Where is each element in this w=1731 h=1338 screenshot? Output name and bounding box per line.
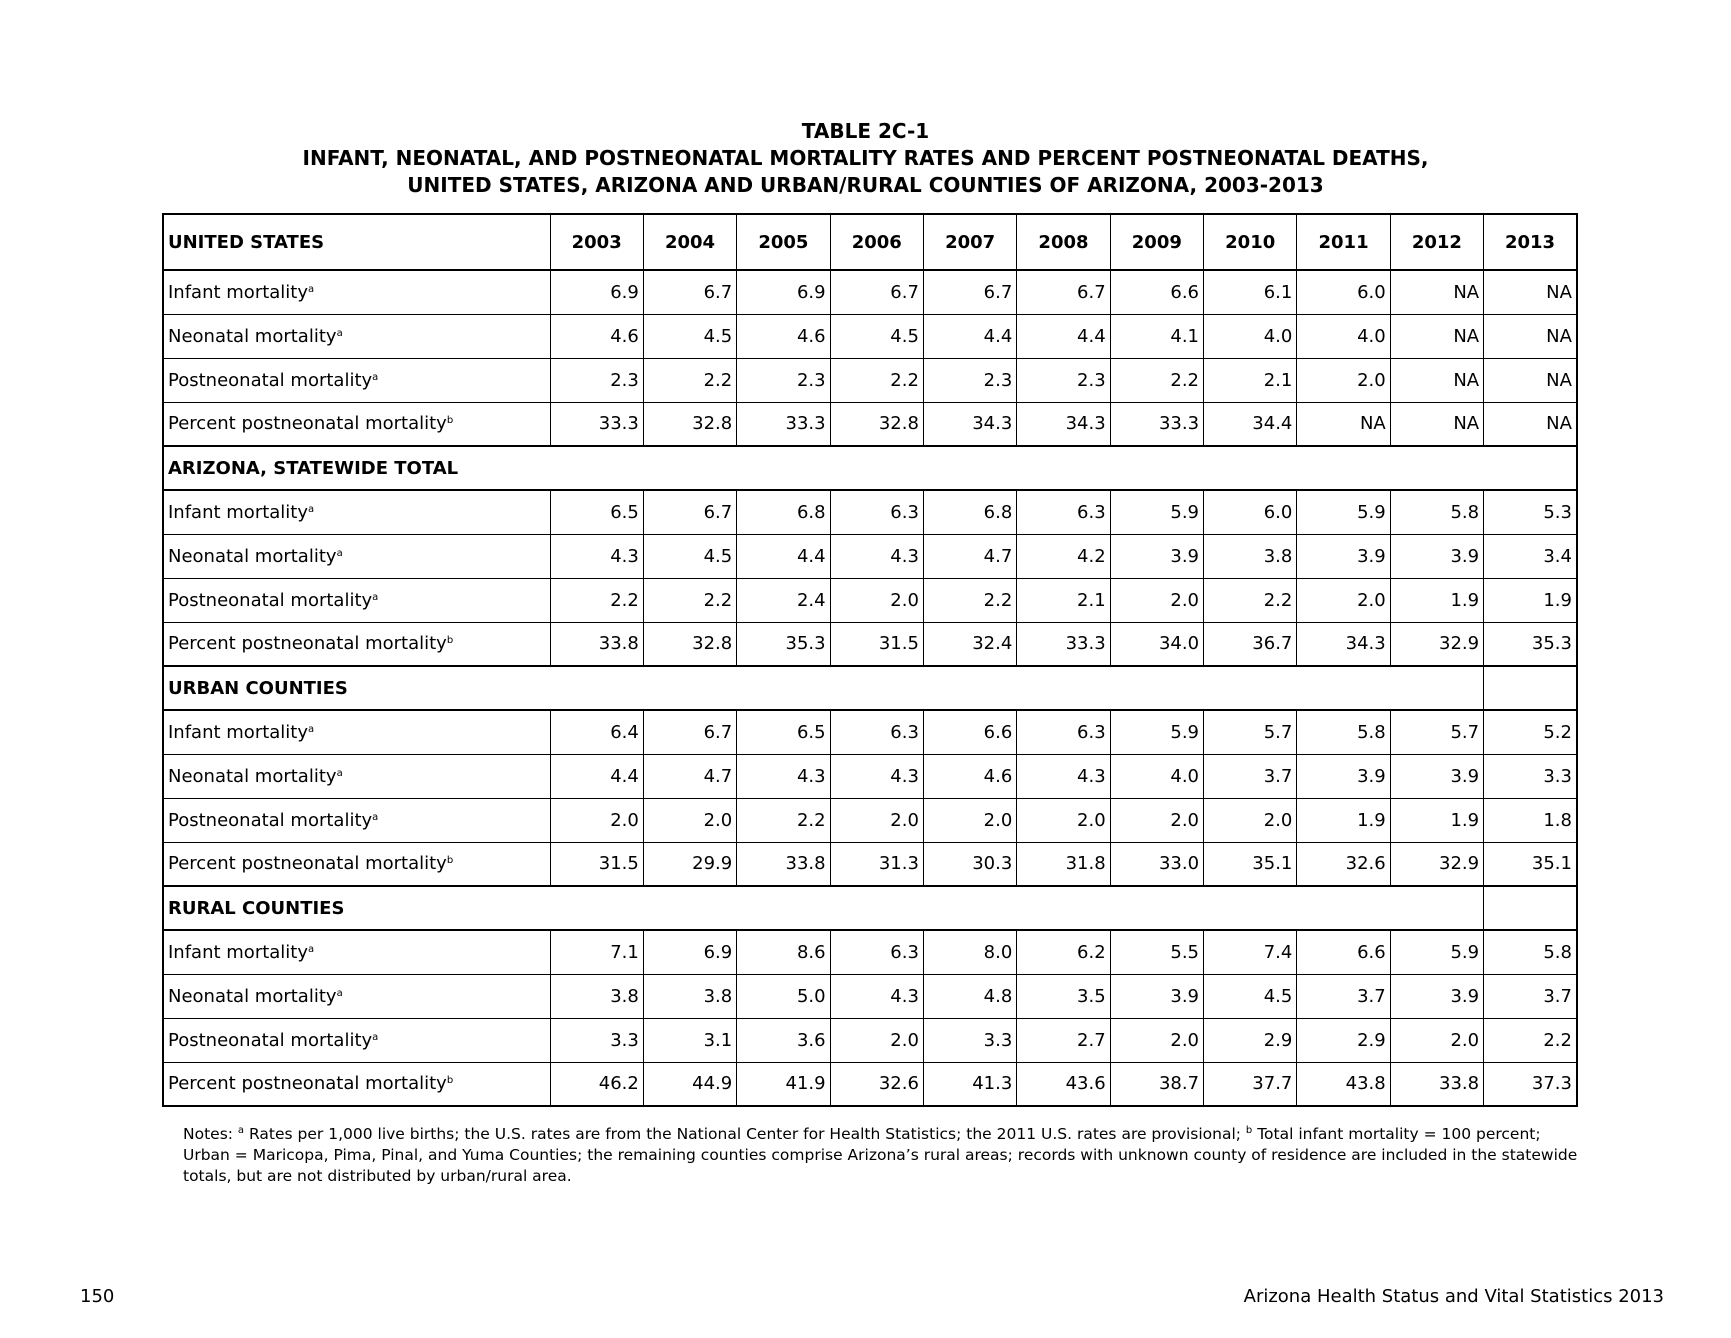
data-cell: 3.7 bbox=[1297, 974, 1390, 1018]
data-cell: 1.8 bbox=[1484, 798, 1577, 842]
table-title bbox=[0, 118, 1731, 199]
data-cell: 5.7 bbox=[1204, 710, 1297, 754]
data-cell: 8.6 bbox=[737, 930, 830, 974]
data-cell: 3.8 bbox=[550, 974, 643, 1018]
year-header: 2008 bbox=[1017, 214, 1110, 270]
row-label-text: Infant mortality bbox=[168, 721, 309, 743]
row-label bbox=[163, 842, 550, 886]
empty-cell bbox=[1484, 886, 1577, 930]
data-cell: 6.4 bbox=[550, 710, 643, 754]
data-cell: 3.1 bbox=[643, 1018, 736, 1062]
data-cell: 2.4 bbox=[737, 578, 830, 622]
row-label-text: Percent postneonatal mortality bbox=[168, 413, 447, 435]
data-cell: 31.5 bbox=[830, 622, 923, 666]
data-cell: 32.9 bbox=[1390, 622, 1483, 666]
row-label bbox=[163, 798, 550, 842]
data-cell: 33.3 bbox=[1017, 622, 1110, 666]
data-cell: 33.8 bbox=[737, 842, 830, 886]
data-cell: 5.8 bbox=[1484, 930, 1577, 974]
data-cell: 3.9 bbox=[1297, 534, 1390, 578]
data-cell: NA bbox=[1390, 314, 1483, 358]
data-cell: 2.2 bbox=[643, 578, 736, 622]
data-cell: 3.3 bbox=[1484, 754, 1577, 798]
data-cell: NA bbox=[1390, 270, 1483, 314]
data-cell: 6.9 bbox=[643, 930, 736, 974]
data-cell: 34.4 bbox=[1204, 402, 1297, 446]
data-cell: 6.8 bbox=[737, 490, 830, 534]
data-cell: 2.2 bbox=[1484, 1018, 1577, 1062]
table-row bbox=[163, 1062, 1577, 1106]
section-heading: URBAN COUNTIES bbox=[163, 666, 1484, 710]
data-cell: 3.7 bbox=[1484, 974, 1577, 1018]
table-row bbox=[163, 974, 1577, 1018]
data-cell: 35.1 bbox=[1204, 842, 1297, 886]
data-cell: 1.9 bbox=[1390, 578, 1483, 622]
data-cell: 6.5 bbox=[550, 490, 643, 534]
data-cell: 4.6 bbox=[923, 754, 1016, 798]
data-cell: 33.3 bbox=[737, 402, 830, 446]
data-cell: 5.0 bbox=[737, 974, 830, 1018]
table-number: TABLE 2C-1 bbox=[801, 119, 930, 143]
data-cell: 4.2 bbox=[1017, 534, 1110, 578]
data-cell: 3.9 bbox=[1110, 974, 1203, 1018]
data-cell: 4.3 bbox=[550, 534, 643, 578]
data-cell: 4.3 bbox=[830, 974, 923, 1018]
row-label bbox=[163, 490, 550, 534]
data-cell: NA bbox=[1390, 358, 1483, 402]
row-label-text: Postneonatal mortality bbox=[168, 589, 373, 611]
data-cell: 43.6 bbox=[1017, 1062, 1110, 1106]
data-cell: 4.0 bbox=[1110, 754, 1203, 798]
table-row bbox=[163, 270, 1577, 314]
data-cell: 1.9 bbox=[1390, 798, 1483, 842]
data-cell: 2.3 bbox=[550, 358, 643, 402]
data-cell: 4.4 bbox=[923, 314, 1016, 358]
data-cell: 33.0 bbox=[1110, 842, 1203, 886]
data-cell: 35.1 bbox=[1484, 842, 1577, 886]
data-cell: 6.3 bbox=[830, 490, 923, 534]
data-cell: 2.1 bbox=[1017, 578, 1110, 622]
data-cell: 6.3 bbox=[830, 930, 923, 974]
data-cell: 3.4 bbox=[1484, 534, 1577, 578]
data-cell: 4.3 bbox=[830, 754, 923, 798]
data-cell: 32.9 bbox=[1390, 842, 1483, 886]
data-cell: 6.7 bbox=[643, 490, 736, 534]
data-cell: 32.4 bbox=[923, 622, 1016, 666]
data-cell: 6.7 bbox=[643, 270, 736, 314]
data-cell: 4.8 bbox=[923, 974, 1016, 1018]
data-cell: 6.3 bbox=[1017, 490, 1110, 534]
row-label-text: Postneonatal mortality bbox=[168, 1029, 373, 1051]
data-cell: 3.5 bbox=[1017, 974, 1110, 1018]
data-cell: 4.5 bbox=[643, 314, 736, 358]
data-cell: 2.3 bbox=[737, 358, 830, 402]
table-row bbox=[163, 798, 1577, 842]
table-title-line-2: UNITED STATES, ARIZONA AND URBAN/RURAL COUNTIES OF ARIZONA, 2003-2013 bbox=[407, 173, 1324, 197]
data-cell: 4.4 bbox=[1017, 314, 1110, 358]
mortality-table-body bbox=[163, 214, 1577, 1106]
data-cell: 6.7 bbox=[643, 710, 736, 754]
data-cell: 34.3 bbox=[1017, 402, 1110, 446]
data-cell: 3.6 bbox=[737, 1018, 830, 1062]
data-cell: 5.9 bbox=[1297, 490, 1390, 534]
data-cell: 2.2 bbox=[737, 798, 830, 842]
data-cell: 1.9 bbox=[1297, 798, 1390, 842]
year-header: 2012 bbox=[1390, 214, 1483, 270]
data-cell: 6.0 bbox=[1204, 490, 1297, 534]
data-cell: 2.0 bbox=[830, 578, 923, 622]
publication-title: Arizona Health Status and Vital Statistics 2013 bbox=[1243, 1286, 1664, 1307]
data-cell: 3.8 bbox=[643, 974, 736, 1018]
data-cell: 7.4 bbox=[1204, 930, 1297, 974]
footnote-marker: a bbox=[336, 547, 343, 559]
data-cell: 37.7 bbox=[1204, 1062, 1297, 1106]
data-cell: NA bbox=[1484, 314, 1577, 358]
row-label-text: Neonatal mortality bbox=[168, 545, 337, 567]
row-label-text: Infant mortality bbox=[168, 281, 309, 303]
data-cell: 36.7 bbox=[1204, 622, 1297, 666]
table-row bbox=[163, 1018, 1577, 1062]
data-cell: 29.9 bbox=[643, 842, 736, 886]
footnote-marker: a bbox=[372, 811, 379, 823]
data-cell: 31.5 bbox=[550, 842, 643, 886]
footnote-marker: a bbox=[308, 283, 315, 295]
footnote-marker: b bbox=[446, 855, 454, 867]
data-cell: 2.9 bbox=[1204, 1018, 1297, 1062]
data-cell: NA bbox=[1484, 358, 1577, 402]
data-cell: 5.2 bbox=[1484, 710, 1577, 754]
footnote-marker: b bbox=[446, 1075, 454, 1087]
data-cell: 32.6 bbox=[830, 1062, 923, 1106]
data-cell: 37.3 bbox=[1484, 1062, 1577, 1106]
section-heading: UNITED STATES bbox=[163, 214, 550, 270]
data-cell: 2.7 bbox=[1017, 1018, 1110, 1062]
table-row bbox=[163, 490, 1577, 534]
data-cell: 3.9 bbox=[1297, 754, 1390, 798]
data-cell: 3.8 bbox=[1204, 534, 1297, 578]
data-cell: 5.9 bbox=[1110, 710, 1203, 754]
section-header-row bbox=[163, 666, 1577, 710]
data-cell: 4.5 bbox=[1204, 974, 1297, 1018]
page-number: 150 bbox=[80, 1286, 115, 1307]
row-label-text: Postneonatal mortality bbox=[168, 809, 373, 831]
data-cell: 2.0 bbox=[830, 798, 923, 842]
footnote-marker: a bbox=[336, 767, 343, 779]
data-cell: 2.2 bbox=[550, 578, 643, 622]
row-label bbox=[163, 710, 550, 754]
year-header: 2003 bbox=[550, 214, 643, 270]
year-header: 2007 bbox=[923, 214, 1016, 270]
section-heading: ARIZONA, STATEWIDE TOTAL bbox=[163, 446, 1577, 490]
data-cell: 41.9 bbox=[737, 1062, 830, 1106]
data-cell: 2.2 bbox=[643, 358, 736, 402]
data-cell: 7.1 bbox=[550, 930, 643, 974]
data-cell: 32.6 bbox=[1297, 842, 1390, 886]
data-cell: NA bbox=[1297, 402, 1390, 446]
data-cell: 41.3 bbox=[923, 1062, 1016, 1106]
data-cell: 3.9 bbox=[1390, 534, 1483, 578]
row-label bbox=[163, 402, 550, 446]
data-cell: 6.2 bbox=[1017, 930, 1110, 974]
table-title-line-1: INFANT, NEONATAL, AND POSTNEONATAL MORTALITY RATES AND PERCENT POSTNEONATAL DEATHS, bbox=[302, 146, 1429, 170]
data-cell: 6.3 bbox=[830, 710, 923, 754]
footnote-a-text: Rates per 1,000 live births; the U.S. rates are from the National Center for Health Statistics; the 2011 U.S. rates are provisional; bbox=[244, 1125, 1246, 1143]
row-label-text: Percent postneonatal mortality bbox=[168, 633, 447, 655]
notes-prefix: Notes: bbox=[183, 1125, 238, 1143]
year-header: 2011 bbox=[1297, 214, 1390, 270]
footnote-marker: b bbox=[446, 415, 454, 427]
footnote-b-marker: b bbox=[1245, 1125, 1253, 1136]
data-cell: 5.9 bbox=[1390, 930, 1483, 974]
footnote-marker: a bbox=[308, 723, 315, 735]
row-label bbox=[163, 314, 550, 358]
data-cell: 6.7 bbox=[830, 270, 923, 314]
data-cell: 6.7 bbox=[1017, 270, 1110, 314]
table-row bbox=[163, 930, 1577, 974]
data-cell: 4.7 bbox=[643, 754, 736, 798]
table-notes bbox=[183, 1124, 1583, 1187]
data-cell: 5.8 bbox=[1390, 490, 1483, 534]
table-row bbox=[163, 710, 1577, 754]
data-cell: NA bbox=[1390, 402, 1483, 446]
data-cell: 5.9 bbox=[1110, 490, 1203, 534]
data-cell: 2.0 bbox=[550, 798, 643, 842]
data-cell: 34.3 bbox=[1297, 622, 1390, 666]
footnote-marker: a bbox=[336, 987, 343, 999]
data-cell: 31.8 bbox=[1017, 842, 1110, 886]
data-cell: 2.1 bbox=[1204, 358, 1297, 402]
data-cell: 3.3 bbox=[923, 1018, 1016, 1062]
data-cell: 4.5 bbox=[643, 534, 736, 578]
row-label-text: Percent postneonatal mortality bbox=[168, 853, 447, 875]
data-cell: 5.5 bbox=[1110, 930, 1203, 974]
data-cell: 4.6 bbox=[550, 314, 643, 358]
data-cell: 2.0 bbox=[923, 798, 1016, 842]
row-label bbox=[163, 974, 550, 1018]
row-label-text: Neonatal mortality bbox=[168, 985, 337, 1007]
section-heading: RURAL COUNTIES bbox=[163, 886, 1484, 930]
section-header-row bbox=[163, 214, 1577, 270]
table-row bbox=[163, 534, 1577, 578]
table-row bbox=[163, 842, 1577, 886]
data-cell: 6.5 bbox=[737, 710, 830, 754]
data-cell: 2.2 bbox=[1110, 358, 1203, 402]
row-label-text: Postneonatal mortality bbox=[168, 369, 373, 391]
data-cell: 3.9 bbox=[1390, 754, 1483, 798]
row-label-text: Infant mortality bbox=[168, 501, 309, 523]
table-row bbox=[163, 358, 1577, 402]
data-cell: 4.3 bbox=[830, 534, 923, 578]
mortality-table bbox=[162, 213, 1578, 1107]
data-cell: 35.3 bbox=[737, 622, 830, 666]
data-cell: 4.6 bbox=[737, 314, 830, 358]
data-cell: 2.0 bbox=[1204, 798, 1297, 842]
footnote-marker: a bbox=[372, 591, 379, 603]
data-cell: 33.3 bbox=[550, 402, 643, 446]
data-cell: 6.6 bbox=[1110, 270, 1203, 314]
data-cell: NA bbox=[1484, 270, 1577, 314]
data-cell: 6.1 bbox=[1204, 270, 1297, 314]
year-header: 2004 bbox=[643, 214, 736, 270]
data-cell: 2.2 bbox=[923, 578, 1016, 622]
data-cell: 3.7 bbox=[1204, 754, 1297, 798]
data-cell: 33.3 bbox=[1110, 402, 1203, 446]
row-label-text: Percent postneonatal mortality bbox=[168, 1073, 447, 1095]
data-cell: 34.3 bbox=[923, 402, 1016, 446]
data-cell: 2.0 bbox=[1297, 578, 1390, 622]
data-cell: 38.7 bbox=[1110, 1062, 1203, 1106]
data-cell: 32.8 bbox=[830, 402, 923, 446]
row-label bbox=[163, 534, 550, 578]
row-label-text: Infant mortality bbox=[168, 941, 309, 963]
data-cell: 6.6 bbox=[923, 710, 1016, 754]
data-cell: 3.9 bbox=[1110, 534, 1203, 578]
data-cell: 35.3 bbox=[1484, 622, 1577, 666]
data-cell: 4.0 bbox=[1204, 314, 1297, 358]
data-cell: 4.3 bbox=[1017, 754, 1110, 798]
year-header: 2006 bbox=[830, 214, 923, 270]
data-cell: 8.0 bbox=[923, 930, 1016, 974]
data-cell: 46.2 bbox=[550, 1062, 643, 1106]
data-cell: 6.9 bbox=[550, 270, 643, 314]
data-cell: 6.3 bbox=[1017, 710, 1110, 754]
data-cell: 4.0 bbox=[1297, 314, 1390, 358]
data-cell: 4.7 bbox=[923, 534, 1016, 578]
footnote-marker: a bbox=[308, 503, 315, 515]
empty-cell bbox=[1484, 666, 1577, 710]
row-label bbox=[163, 1062, 550, 1106]
year-header: 2013 bbox=[1484, 214, 1577, 270]
data-cell: 2.0 bbox=[1017, 798, 1110, 842]
footnote-marker: a bbox=[372, 1031, 379, 1043]
data-cell: 34.0 bbox=[1110, 622, 1203, 666]
year-header: 2010 bbox=[1204, 214, 1297, 270]
data-cell: 4.5 bbox=[830, 314, 923, 358]
data-cell: 5.7 bbox=[1390, 710, 1483, 754]
data-cell: NA bbox=[1484, 402, 1577, 446]
data-cell: 4.1 bbox=[1110, 314, 1203, 358]
footnote-a-marker: a bbox=[237, 1125, 245, 1136]
data-cell: 2.0 bbox=[1297, 358, 1390, 402]
data-cell: 4.3 bbox=[737, 754, 830, 798]
row-label-text: Neonatal mortality bbox=[168, 765, 337, 787]
data-cell: 6.9 bbox=[737, 270, 830, 314]
data-cell: 4.4 bbox=[737, 534, 830, 578]
data-cell: 6.0 bbox=[1297, 270, 1390, 314]
data-cell: 2.0 bbox=[1110, 798, 1203, 842]
year-header: 2005 bbox=[737, 214, 830, 270]
data-cell: 32.8 bbox=[643, 402, 736, 446]
data-cell: 5.3 bbox=[1484, 490, 1577, 534]
data-cell: 3.3 bbox=[550, 1018, 643, 1062]
data-cell: 2.0 bbox=[830, 1018, 923, 1062]
footnote-b-text: Total infant mortality = 100 percent; Urban = Maricopa, Pima, Pinal, and Yuma Counties; the remaining counties comprise Arizona’s rural areas; records with unknown county of residence are included in the statewide totals, but are not distributed by urban/rural area. bbox=[183, 1125, 1578, 1185]
data-cell: 30.3 bbox=[923, 842, 1016, 886]
data-cell: 2.0 bbox=[1390, 1018, 1483, 1062]
data-cell: 3.9 bbox=[1390, 974, 1483, 1018]
table-row bbox=[163, 578, 1577, 622]
footnote-marker: a bbox=[336, 327, 343, 339]
row-label bbox=[163, 270, 550, 314]
data-cell: 31.3 bbox=[830, 842, 923, 886]
row-label bbox=[163, 622, 550, 666]
data-cell: 6.7 bbox=[923, 270, 1016, 314]
table-row bbox=[163, 754, 1577, 798]
row-label bbox=[163, 578, 550, 622]
footnote-marker: a bbox=[372, 371, 379, 383]
row-label bbox=[163, 930, 550, 974]
data-cell: 5.8 bbox=[1297, 710, 1390, 754]
year-header: 2009 bbox=[1110, 214, 1203, 270]
data-cell: 4.4 bbox=[550, 754, 643, 798]
data-cell: 6.8 bbox=[923, 490, 1016, 534]
data-cell: 33.8 bbox=[550, 622, 643, 666]
data-cell: 2.0 bbox=[643, 798, 736, 842]
data-cell: 33.8 bbox=[1390, 1062, 1483, 1106]
table-row bbox=[163, 314, 1577, 358]
row-label bbox=[163, 1018, 550, 1062]
data-cell: 2.3 bbox=[923, 358, 1016, 402]
data-cell: 2.3 bbox=[1017, 358, 1110, 402]
data-cell: 2.0 bbox=[1110, 1018, 1203, 1062]
footnote-marker: b bbox=[446, 635, 454, 647]
data-cell: 43.8 bbox=[1297, 1062, 1390, 1106]
data-cell: 32.8 bbox=[643, 622, 736, 666]
data-cell: 2.2 bbox=[1204, 578, 1297, 622]
data-cell: 6.6 bbox=[1297, 930, 1390, 974]
data-cell: 1.9 bbox=[1484, 578, 1577, 622]
table-row bbox=[163, 402, 1577, 446]
data-cell: 44.9 bbox=[643, 1062, 736, 1106]
row-label-text: Neonatal mortality bbox=[168, 325, 337, 347]
data-cell: 2.0 bbox=[1110, 578, 1203, 622]
row-label bbox=[163, 358, 550, 402]
section-header-row bbox=[163, 446, 1577, 490]
row-label bbox=[163, 754, 550, 798]
data-cell: 2.2 bbox=[830, 358, 923, 402]
footnote-marker: a bbox=[308, 943, 315, 955]
table-row bbox=[163, 622, 1577, 666]
section-header-row bbox=[163, 886, 1577, 930]
data-cell: 2.9 bbox=[1297, 1018, 1390, 1062]
